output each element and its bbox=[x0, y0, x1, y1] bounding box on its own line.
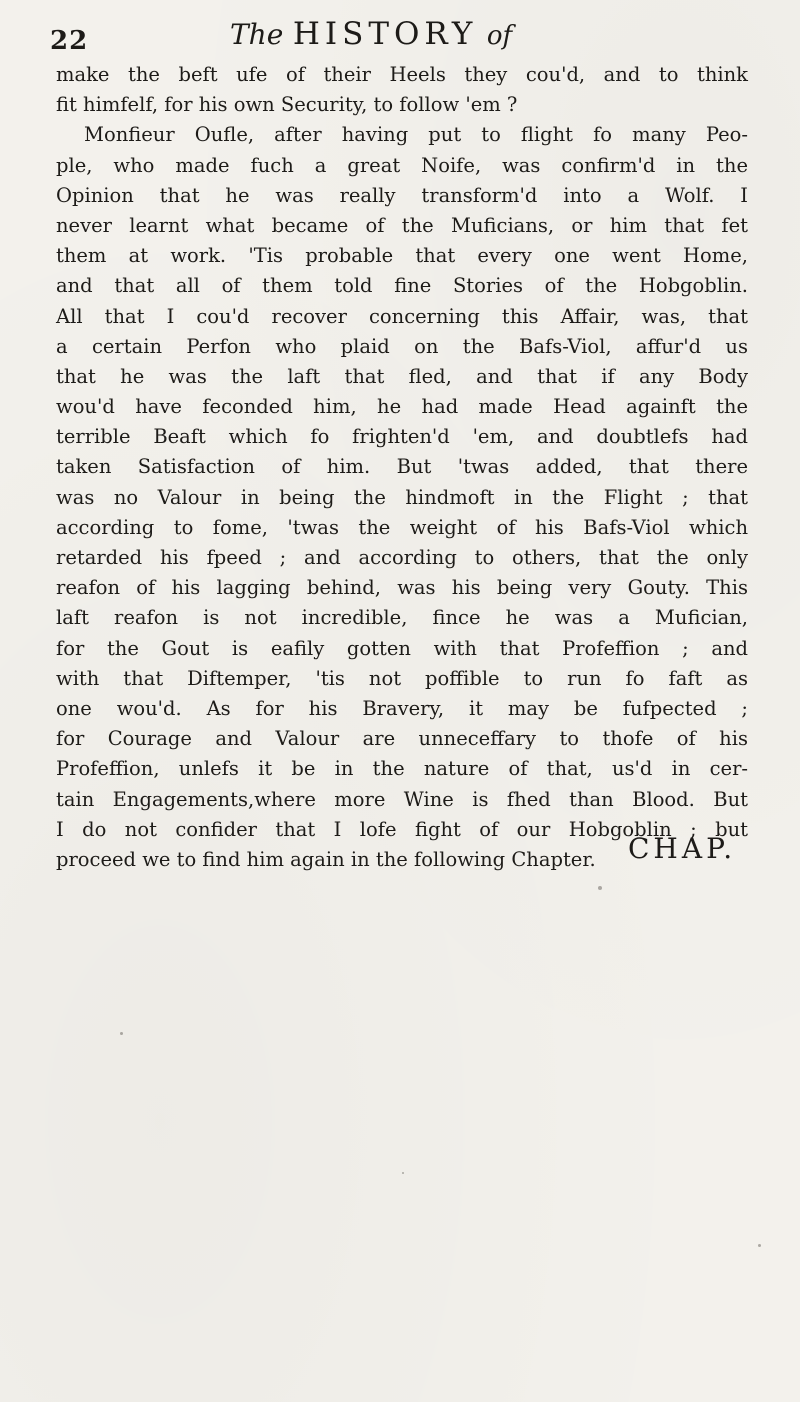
body-text bbox=[56, 60, 748, 875]
paper-speck bbox=[402, 1172, 404, 1174]
text-line: laft reafon is not incredible, fince he was a Mufician, bbox=[56, 606, 748, 630]
text-line: Opinion that he was really transform'd into a Wolf. I bbox=[56, 183, 748, 207]
text-line: that he was the laft that fled, and that if any Body bbox=[56, 364, 748, 388]
running-head-history: HISTORY bbox=[292, 16, 478, 52]
text-line: I do not confider that I lofe fight of our Hobgoblin ; but bbox=[56, 817, 748, 841]
text-line: terrible Beaft which fo frighten'd 'em, and doubtlefs had bbox=[56, 425, 748, 449]
paper-speck bbox=[758, 1244, 761, 1247]
text-line: never learnt what became of the Muficians, or him that fet bbox=[56, 213, 748, 237]
catchword: CHAP. bbox=[628, 832, 737, 865]
text-line: taken Satisfaction of him. But 'twas added, that there bbox=[56, 455, 748, 479]
text-line: make the beft ufe of their Heels they cou'd, and to think bbox=[56, 63, 748, 86]
text-line: proceed we to find him again in the following Chapter. bbox=[56, 847, 596, 871]
page-number: 22 bbox=[50, 26, 89, 56]
text-line: tain Engagements,where more Wine is fhed than Blood. But bbox=[56, 787, 748, 811]
text-line: one wou'd. As for his Bravery, it may be fufpected ; bbox=[56, 696, 748, 720]
text-line: All that I cou'd recover concerning this Affair, was, that bbox=[56, 304, 748, 328]
text-line: for Courage and Valour are unneceffary to thofe of his bbox=[56, 727, 748, 751]
text-line: with that Diftemper, 'tis not poffible to run fo faft as bbox=[56, 666, 748, 690]
running-head-of: of bbox=[486, 21, 513, 51]
text-line: them at work. 'Tis probable that every one went Home, bbox=[56, 244, 748, 268]
paper-speck bbox=[598, 886, 602, 890]
text-line: Monfieur Oufle, after having put to flight fo many Peo- bbox=[84, 123, 748, 147]
running-head-the: The bbox=[230, 18, 284, 51]
text-line: reafon of his lagging behind, was his being very Gouty. This bbox=[56, 576, 748, 600]
text-line: was no Valour in being the hindmoft in the Flight ; that bbox=[56, 485, 748, 509]
text-line: for the Gout is eafily gotten with that Profeffion ; and bbox=[56, 636, 748, 660]
text-line: fit himfelf, for his own Security, to follow 'em ? bbox=[56, 93, 518, 117]
text-line: retarded his fpeed ; and according to others, that the only bbox=[56, 546, 748, 569]
paper-speck bbox=[120, 1032, 123, 1035]
text-line: and that all of them told fine Stories of the Hobgoblin. bbox=[56, 274, 748, 298]
text-line: ple, who made fuch a great Noife, was confirm'd in the bbox=[56, 153, 748, 177]
text-line: wou'd have feconded him, he had made Head againft the bbox=[56, 395, 748, 419]
page-header bbox=[50, 12, 750, 62]
text-line: a certain Perfon who plaid on the Bafs-Viol, affur'd us bbox=[56, 334, 748, 358]
running-head bbox=[230, 16, 512, 52]
text-line: Profeffion, unlefs it be in the nature of that, us'd in cer- bbox=[56, 757, 748, 781]
text-line: according to fome, 'twas the weight of his Bafs-Viol which bbox=[56, 515, 748, 539]
